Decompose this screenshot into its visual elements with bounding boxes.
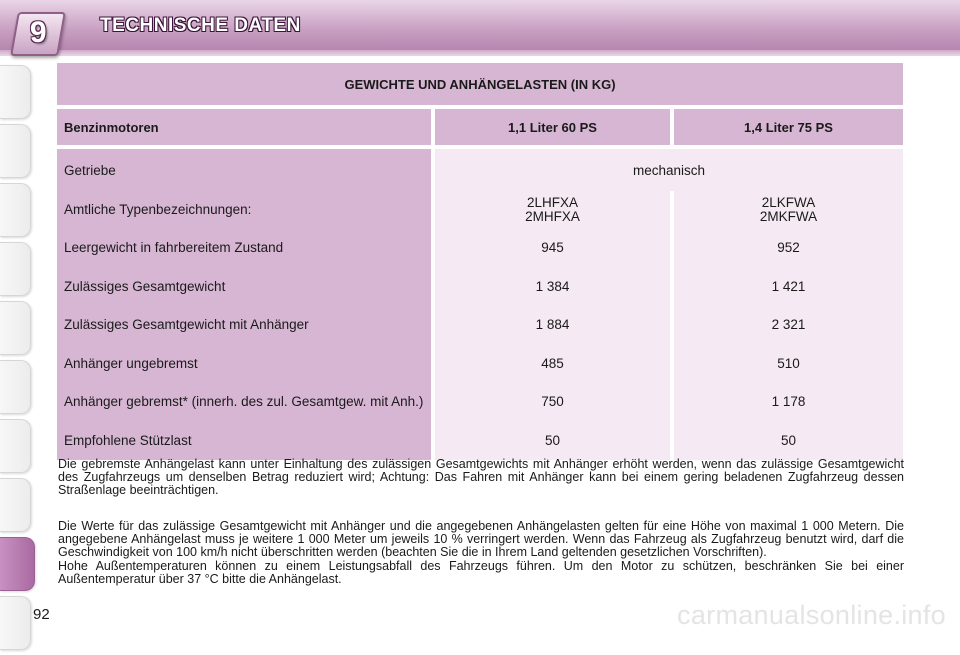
row-value-1-4-liter: 510 [674,345,903,384]
chapter-badge [10,12,66,56]
note-braked-trailer-load: Die gebremste Anhängelast kann unter Einhaltung des zulässigen Gesamtgewichts mit Anhänger erhöht werden, wenn das zulässige Gesamtgewicht des Zugfahrzeugs um denselben Betrag reduziert wird; Achtung: Das Fahren mit Anhänger kann bei einem gering beladenen Zugfahrzeug dessen Straßenlage beeinträchtigen. [58,457,904,498]
chapter-tab-5[interactable] [0,301,31,355]
row-value-1-1-liter: 1 384 [435,268,674,307]
column-header-1-4-liter: 1,4 Liter 75 PS [674,109,903,149]
table-row [57,345,903,384]
chapter-tab-8[interactable] [0,478,31,532]
row-value-merged: mechanisch [435,149,903,191]
table-row [57,383,903,422]
row-value-1-4-liter: 2 321 [674,306,903,345]
row-label: Zulässiges Gesamtgewicht [57,268,435,307]
row-value-1-1-liter: 945 [435,229,674,268]
chapter-tab-7[interactable] [0,419,31,473]
note-altitude-temperature: Die Werte für das zulässige Gesamtgewicht mit Anhänger und die angegebenen Anhängelasten gelten für eine Höhe von maximal 1 000 Metern. Die angegebene Anhängelast muss je weitere 1 000 Meter um jeweils 10 % verringert werden. Wenn das Fahrzeug als Zugfahrzeug benutzt wird, darf die Geschwindigkeit von 100 km/h nicht überschritten werden (beachten Sie die in Ihrem Land geltenden gesetzlichen Vorschriften). Hohe Außentemperaturen können zu einem Leistungsabfall des Fahrzeugs führen. Um den Motor zu schützen, beschränken Sie bei einer Außentemperatur über 37 °C bitte die Anhängelast. [58,519,904,586]
row-value-1-1-liter: 50 [435,422,674,461]
table-row [57,229,903,268]
chapter-tab-3[interactable] [0,183,31,237]
page-title: TECHNISCHE DATEN [100,15,301,36]
column-header-1-1-liter: 1,1 Liter 60 PS [435,109,674,149]
column-header-engine: Benzinmotoren [57,109,435,149]
row-label: Leergewicht in fahrbereitem Zustand [57,229,435,268]
chapter-tab-2[interactable] [0,124,31,178]
row-value-1-1-liter: 750 [435,383,674,422]
row-value-1-1-liter: 485 [435,345,674,384]
row-value-1-1-liter: 1 884 [435,306,674,345]
table-row [57,191,903,230]
chapter-side-tabs [0,65,34,655]
weights-table [57,63,903,460]
row-value-1-4-liter: 952 [674,229,903,268]
table-row [57,268,903,307]
page-number: 92 [33,606,50,623]
row-label: Empfohlene Stützlast [57,422,435,461]
row-label: Anhänger gebremst* (innerh. des zul. Gesamtgew. mit Anh.) [57,383,435,422]
watermark: carmanualsonline.info [677,600,946,630]
row-label: Anhänger ungebremst [57,345,435,384]
row-value-1-4-liter: 1 421 [674,268,903,307]
table-row [57,422,903,461]
row-label: Zulässiges Gesamtgewicht mit Anhänger [57,306,435,345]
chapter-tab-4[interactable] [0,242,31,296]
chapter-tab-9[interactable] [0,537,35,591]
row-value-1-4-liter: 1 178 [674,383,903,422]
row-label: Amtliche Typenbezeichnungen: [57,191,435,230]
row-value-1-4-liter: 50 [674,422,903,461]
table-row [57,149,903,191]
table-row [57,306,903,345]
table-title: GEWICHTE UND ANHÄNGELASTEN (IN KG) [57,63,903,109]
chapter-tab-10[interactable] [0,596,31,650]
chapter-number: 9 [29,16,47,49]
chapter-tab-6[interactable] [0,360,31,414]
row-value-1-4-liter: 2LKFWA 2MKFWA [674,191,903,230]
row-value-1-1-liter: 2LHFXA 2MHFXA [435,191,674,230]
chapter-tab-1[interactable] [0,65,31,119]
row-label: Getriebe [57,149,435,191]
